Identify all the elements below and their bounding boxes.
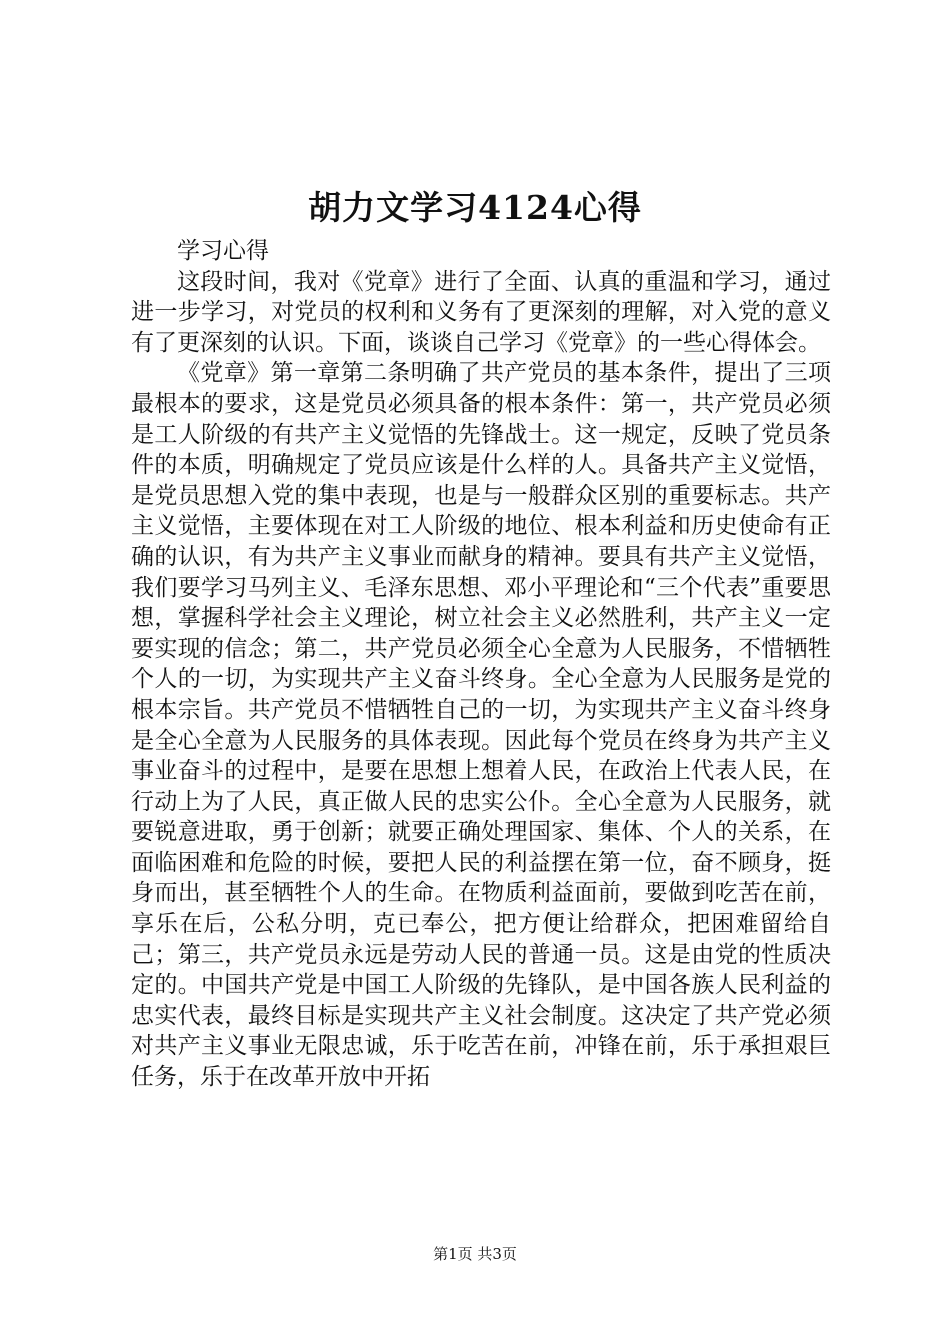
section-heading: 学习心得 [177, 238, 269, 264]
document-title: 胡力文学习4124心得 [308, 188, 642, 227]
body-paragraph: 《党章》第一章第二条明确了共产党员的基本条件，提出了三项最根本的要求，这是党员必须具备的根本条件：第一，共产党员必须是工人阶级的有共产主义觉悟的先锋战士。这一规定，反映了党员条件的本质，明确规定了党员应该是什么样的人。具备共产主义觉悟，是党员思想入党的集中表现，也是与一般群众区别的重要标志。共产主义觉悟，主要体现在对工人阶级的地位、根本利益和历史使命有正确的认识，有为共产主义事业而献身的精神。要具有共产主义觉悟，我们要学习马列主义、毛泽东思想、邓小平理论和“三个代表”重要思想，掌握科学社会主义理论，树立社会主义必然胜利，共产主义一定要实现的信念；第二，共产党员必须全心全意为人民服务，不惜牺牲个人的一切，为实现共产主义奋斗终身。全心全意为人民服务是党的根本宗旨。共产党员不惜牺牲自己的一切，为实现共产主义奋斗终身是全心全意为人民服务的具体表现。因此每个党员在终身为共产主义事业奋斗的过程中，是要在思想上想着人民，在政治上代表人民，在行动上为了人民，真正做人民的忠实公仆。全心全意为人民服务，就要锐意进取，勇于创新；就要正确处理国家、集体、个人的关系，在面临困难和危险的时候，要把人民的利益摆在第一位，奋不顾身，挺身而出，甚至牺牲个人的生命。在物质利益面前，要做到吃苦在前，享乐在后，公私分明，克已奉公，把方便让给群众，把困难留给自己；第三，共产党员永远是劳动人民的普通一员。这是由党的性质决定的。中国共产党是中国工人阶级的先锋队，是中国各族人民利益的忠实代表，最终目标是实现共产主义社会制度。这决定了共产党必须对共产主义事业无限忠诚，乐于吃苦在前，冲锋在前，乐于承担艰巨任务，乐于在改革开放中开拓 [131, 360, 831, 1091]
document-body [131, 236, 831, 1093]
page-number: 第1页 共3页 [433, 1245, 517, 1263]
page-footer [0, 1244, 950, 1264]
body-paragraph: 这段时间，我对《党章》进行了全面、认真的重温和学习，通过进一步学习，对党员的权利和义务有了更深刻的理解，对入党的意义有了更深刻的认识。下面，谈谈自己学习《党章》的一些心得体会。 [131, 268, 831, 356]
